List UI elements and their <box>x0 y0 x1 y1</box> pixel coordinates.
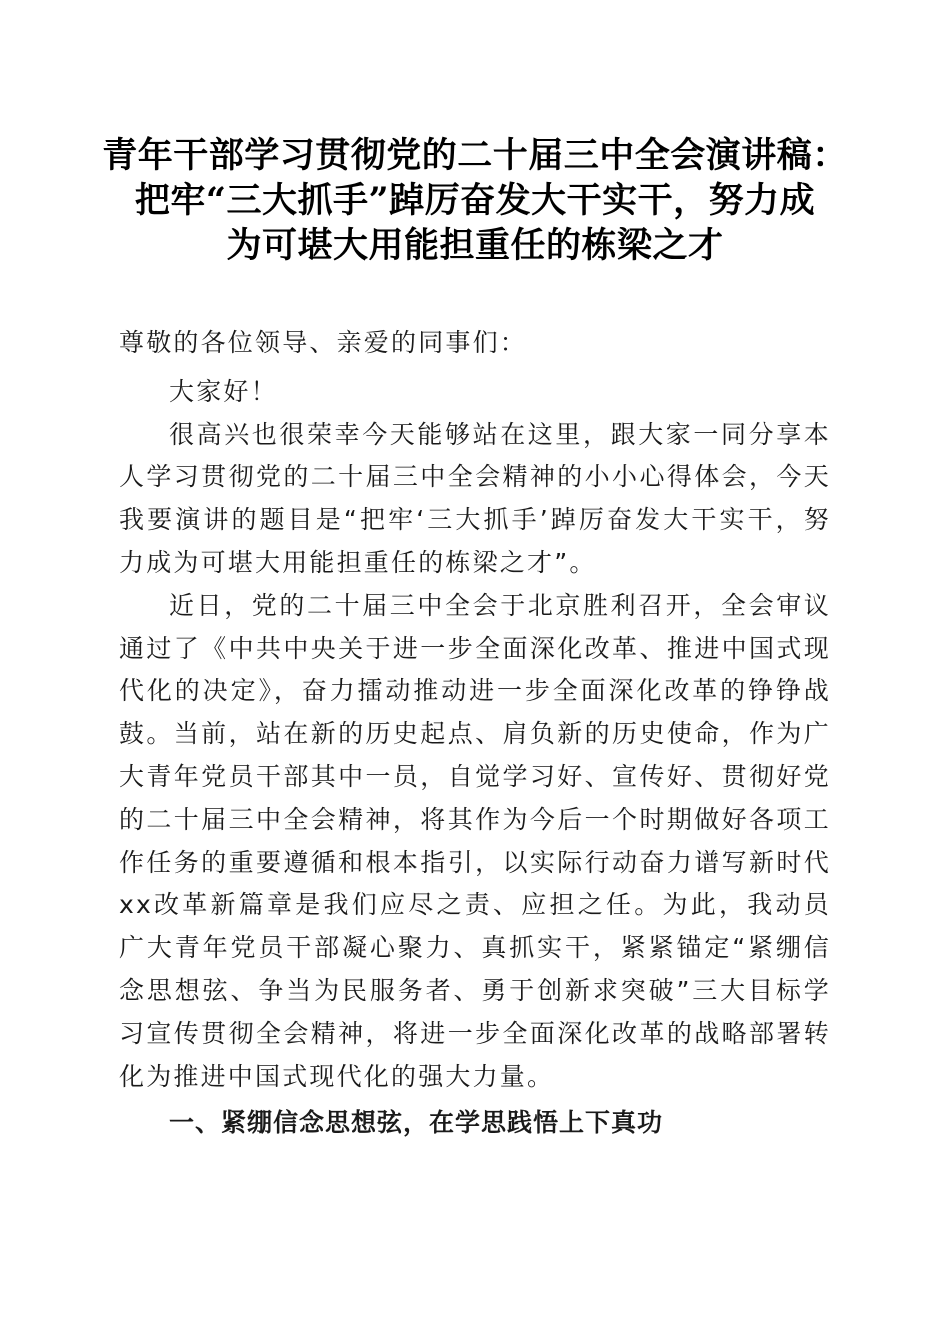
paragraph-intro: 很高兴也很荣幸今天能够站在这里，跟大家一同分享本人学习贯彻党的二十届三中全会精神的小小心得体会，今天我要演讲的题目是“把牢‘三大抓手’踔厉奋发大干实干，努力成为可堪大用能担重任的栋梁之才”。 <box>119 419 831 577</box>
document-title <box>100 133 850 268</box>
section-heading-1: 一、紧绷信念思想弦，在学思践悟上下真功 <box>169 1108 664 1138</box>
title-line-2: 把牢“三大抓手”踔厉奋发大干实干，努力成 <box>134 180 816 221</box>
title-line-3: 为可堪大用能担重任的栋梁之才 <box>226 225 724 266</box>
document-body <box>119 322 831 1145</box>
greeting: 大家好！ <box>169 376 278 406</box>
salutation: 尊敬的各位领导、亲爱的同事们： <box>119 328 528 357</box>
paragraph-background: 近日，党的二十届三中全会于北京胜利召开，全会审议通过了《中共中央关于进一步全面深化改革、推进中国式现代化的决定》，奋力擂动推动进一步全面深化改革的铮铮战鼓。当前，站在新的历史起点、肩负新的历史使命，作为广大青年党员干部其中一员，自觉学习好、宣传好、贯彻好党的二十届三中全会精神，将其作为今后一个时期做好各项工作任务的重要遵循和根本指引，以实际行动奋力谱写新时代xx改革新篇章是我们应尽之责、应担之任。为此，我动员广大青年党员干部凝心聚力、真抓实干，紧紧锚定“紧绷信念思想弦、争当为民服务者、勇于创新求突破”三大目标学习宣传贯彻全会精神，将进一步全面深化改革的战略部署转化为推进中国式现代化的强大力量。 <box>119 590 831 1091</box>
title-line-1: 青年干部学习贯彻党的二十届三中全会演讲稿： <box>102 135 848 176</box>
